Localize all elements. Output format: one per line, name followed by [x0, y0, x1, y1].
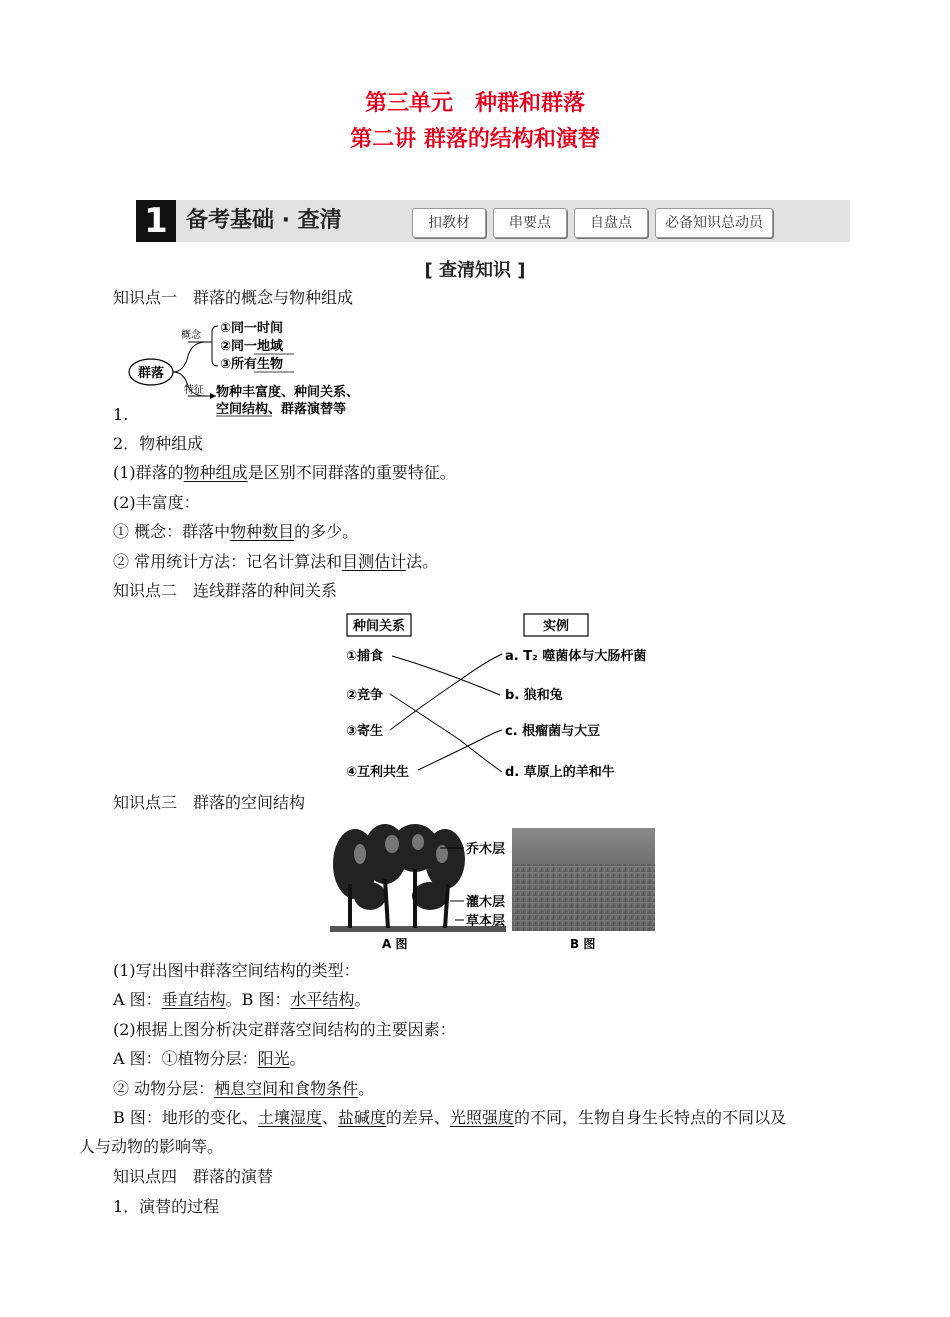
relation-predation: ①捕食: [346, 649, 384, 664]
tab-knowledge-review[interactable]: 必备知识总动员: [655, 208, 773, 238]
left-header: 种间关系: [352, 619, 406, 634]
concept-item-2: ②同一地域: [220, 339, 284, 354]
relation-competition: ②竞争: [346, 688, 384, 703]
kp4-heading: 知识点四 群落的演替: [113, 1167, 274, 1186]
community-label: 群落: [137, 366, 165, 381]
concept-item-1: ①同一时间: [220, 321, 284, 336]
label-tree-layer: 乔木层: [466, 842, 506, 857]
kp1-para-1: (1)群落的物种组成是区别不同群落的重要特征。: [113, 463, 456, 482]
example-a: a. T₂ 噬菌体与大肠杆菌: [505, 649, 647, 664]
match-line-3-a: [390, 654, 502, 730]
tab-textbook[interactable]: 扣教材: [412, 208, 486, 238]
unit-title: 第三单元 种群和群落: [364, 91, 585, 116]
label-herb-layer: 草本层: [466, 914, 506, 929]
right-header: 实例: [542, 619, 570, 634]
kp3-question-2: (2)根据上图分析决定群落空间结构的主要因素：: [113, 1020, 456, 1039]
banner-title: 备考基础 · 查清: [186, 208, 342, 233]
kp1-item-2: 2．物种组成: [113, 434, 204, 453]
section-subtitle: [ 查清知识 ]: [424, 260, 526, 281]
feature-line-2: 空间结构、群落演替等: [216, 402, 347, 417]
caption-b: B 图: [570, 937, 596, 951]
kp3-answer-2: A 图：①植物分层：阳光。: [113, 1049, 306, 1068]
kp1-item-1: 1.: [113, 405, 129, 424]
kp1-para-3: ① 概念：群落中物种数目的多少。: [113, 522, 359, 541]
banner-number: 1: [136, 200, 176, 242]
match-line-2-d: [390, 694, 502, 772]
branch-line-1: [173, 342, 206, 372]
example-c: c. 根瘤菌与大豆: [505, 724, 601, 739]
kp3-heading: 知识点三 群落的空间结构: [113, 793, 306, 812]
match-line-4-c: [418, 730, 502, 770]
caption-a: A 图: [382, 937, 408, 951]
lecture-title: 第二讲 群落的结构和演替: [350, 127, 600, 152]
kp3-answer-4-cont: 人与动物的影响等。: [79, 1137, 224, 1156]
kp4-item-1: 1．演替的过程: [113, 1197, 220, 1216]
concept-item-3: ③所有生物: [220, 357, 284, 372]
brace-1: [212, 326, 218, 366]
community-concept-diagram: [126, 316, 386, 420]
kp2-heading: 知识点二 连线群落的种间关系: [113, 581, 338, 600]
branch1-label: 概念: [181, 330, 201, 341]
tab-self-check[interactable]: 自盘点: [574, 208, 648, 238]
kp1-para-4: ② 常用统计方法：记名计算法和目测估计法。: [113, 552, 439, 571]
label-shrub-layer: 灌木层: [466, 895, 506, 910]
spatial-structure-figures: [330, 824, 660, 954]
kp1-heading: 知识点一 群落的概念与物种组成: [113, 288, 354, 307]
kp3-question-1: (1)写出图中群落空间结构的类型：: [113, 961, 360, 980]
kp3-answer-3: ② 动物分层：栖息空间和食物条件。: [113, 1079, 375, 1098]
example-d: d. 草原上的羊和牛: [505, 765, 615, 780]
relation-parasitism: ③寄生: [346, 724, 384, 739]
relation-mutualism: ④互利共生: [346, 765, 410, 780]
tab-key-points[interactable]: 串要点: [493, 208, 567, 238]
kp1-para-2: (2)丰富度：: [113, 493, 200, 512]
feature-line-1: 物种丰富度、种间关系、: [216, 385, 360, 400]
kp3-answer-4: B 图：地形的变化、土壤湿度、盐碱度的差异、光照强度的不同，生物自身生长特点的不同以及: [113, 1108, 786, 1127]
kp3-answer-1: A 图：垂直结构。B 图：水平结构。: [113, 990, 371, 1009]
example-b: b. 狼和兔: [505, 688, 563, 703]
relationship-matching-diagram: [340, 610, 660, 785]
branch2-label: 特征: [184, 385, 204, 396]
